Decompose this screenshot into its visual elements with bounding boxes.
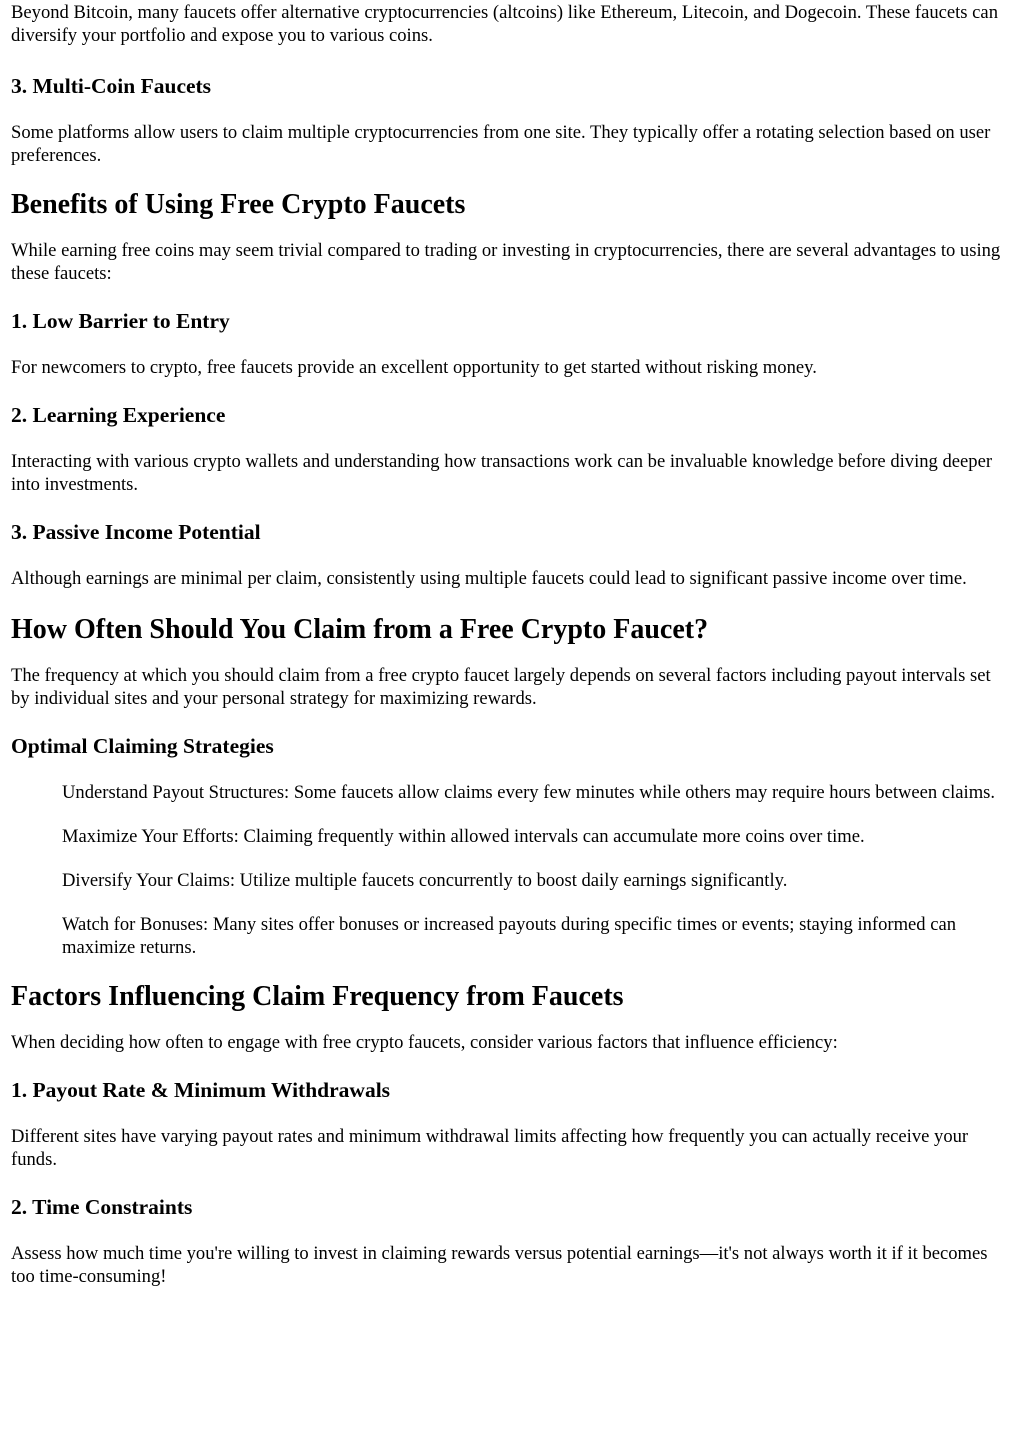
factor-payout-rate-text: Different sites have varying payout rates and minimum withdrawal limits affecting how frequently you can actually receive your funds. bbox=[11, 1126, 969, 1170]
factor-payout-rate-heading: 1. Payout Rate & Minimum Withdrawals bbox=[11, 1078, 391, 1102]
how-often-intro: The frequency at which you should claim from a free crypto faucet largely depends on several factors including payout intervals set by individual sites and your personal strategy for maximizing rewards. bbox=[11, 665, 991, 709]
factors-heading: Factors Influencing Claim Frequency from Faucets bbox=[11, 981, 624, 1012]
strategies-heading: Optimal Claiming Strategies bbox=[11, 734, 274, 758]
altcoin-faucets-paragraph: Beyond Bitcoin, many faucets offer alternative cryptocurrencies (altcoins) like Ethereum, Litecoin, and Dogecoin. These faucets can diversify your portfolio and expose you to various coins. bbox=[11, 2, 998, 46]
benefits-heading: Benefits of Using Free Crypto Faucets bbox=[11, 189, 466, 220]
list-item: Maximize Your Efforts: Claiming frequently within allowed intervals can accumulate more coins over time. bbox=[62, 826, 865, 847]
factors-intro: When deciding how often to engage with free crypto faucets, consider various factors that influence efficiency: bbox=[11, 1032, 838, 1053]
factor-time-constraints-text: Assess how much time you're willing to invest in claiming rewards versus potential earnings—it's not always worth it if it becomes too time-consuming! bbox=[11, 1243, 988, 1287]
benefit-passive-income-text: Although earnings are minimal per claim, consistently using multiple faucets could lead to significant passive income over time. bbox=[11, 568, 967, 589]
benefit-learning-heading: 2. Learning Experience bbox=[11, 403, 226, 427]
factor-time-constraints-heading: 2. Time Constraints bbox=[11, 1195, 193, 1219]
multi-coin-faucets-paragraph: Some platforms allow users to claim multiple cryptocurrencies from one site. They typically offer a rotating selection based on user preferences. bbox=[11, 122, 991, 166]
article-body bbox=[0, 1, 1024, 1288]
benefit-low-barrier-text: For newcomers to crypto, free faucets provide an excellent opportunity to get started without risking money. bbox=[11, 357, 817, 378]
benefit-low-barrier-heading: 1. Low Barrier to Entry bbox=[11, 309, 230, 333]
benefit-passive-income-heading: 3. Passive Income Potential bbox=[11, 520, 261, 544]
list-item: Watch for Bonuses: Many sites offer bonuses or increased payouts during specific times or events; staying informed can maximize returns. bbox=[62, 914, 957, 958]
strategies-list bbox=[11, 781, 1012, 959]
multi-coin-faucets-heading: 3. Multi-Coin Faucets bbox=[11, 74, 212, 98]
list-item: Understand Payout Structures: Some faucets allow claims every few minutes while others may require hours between claims. bbox=[62, 782, 996, 803]
how-often-heading: How Often Should You Claim from a Free Crypto Faucet? bbox=[11, 614, 709, 645]
list-item: Diversify Your Claims: Utilize multiple faucets concurrently to boost daily earnings significantly. bbox=[62, 870, 788, 891]
benefit-learning-text: Interacting with various crypto wallets and understanding how transactions work can be invaluable knowledge before diving deeper into investments. bbox=[11, 451, 993, 495]
benefits-intro: While earning free coins may seem trivial compared to trading or investing in cryptocurrencies, there are several advantages to using these faucets: bbox=[11, 240, 1001, 284]
